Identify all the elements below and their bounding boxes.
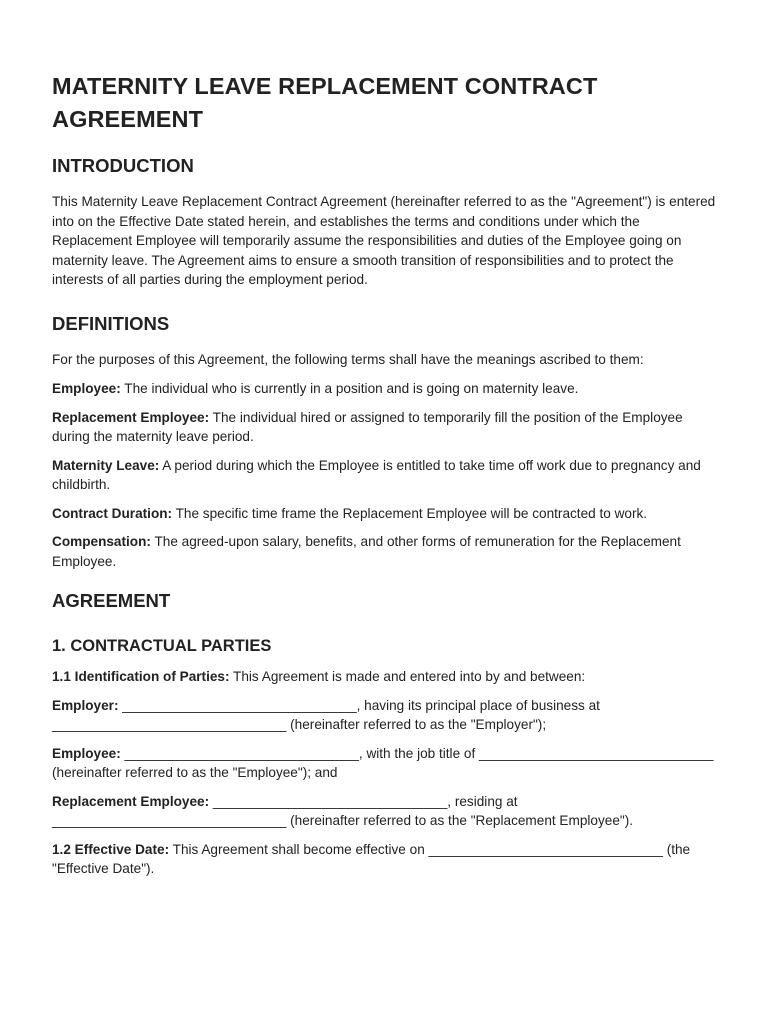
clause-text: This Agreement shall become effective on _______________________________ (the "Effective Date").: [52, 841, 691, 876]
contractual-parties-heading: 1. CONTRACTUAL PARTIES: [52, 637, 272, 655]
clause-text: This Agreement is made and entered into by and between:: [229, 669, 586, 684]
party-employer: [52, 696, 718, 735]
definition-replacement-employee: [52, 408, 718, 447]
definition-contract-duration: [52, 504, 718, 524]
party-label: Employee:: [52, 745, 121, 761]
party-employee: [52, 744, 718, 783]
agreement-heading: AGREEMENT: [52, 590, 171, 611]
party-text: _______________________________, with the job title of _______________________________ (hereinafter referred to as the "Employee"); and: [52, 745, 714, 780]
definition-text: The individual who is currently in a position and is going on maternity leave.: [120, 381, 579, 396]
party-label: Replacement Employee:: [52, 793, 210, 809]
definition-maternity-leave: [52, 456, 718, 495]
party-replacement-employee: [52, 792, 718, 831]
definitions-heading: DEFINITIONS: [52, 312, 170, 334]
party-text: _______________________________, residing at _______________________________ (hereinafter referred to as the "Replacement Employee").: [52, 793, 634, 828]
definition-employee: [52, 379, 718, 399]
definition-term: Employee:: [52, 381, 121, 396]
definition-term: Contract Duration:: [52, 505, 173, 521]
definition-term: Replacement Employee:: [52, 409, 210, 425]
definition-compensation: [52, 532, 718, 571]
definition-text: The agreed-upon salary, benefits, and other forms of remuneration for the Replacement Employee.: [52, 534, 681, 569]
clause-label: 1.2 Effective Date:: [52, 841, 170, 857]
identification-of-parties: [52, 667, 718, 687]
effective-date-clause: [52, 840, 718, 879]
introduction-text: This Maternity Leave Replacement Contract Agreement (hereinafter referred to as the "Agreement") is entered into on the Effective Date stated herein, and establishes the terms and conditions under which the Replacement Employee will temporarily assume the responsibilities and duties of the Employee going on maternity leave. The Agreement aims to ensure a smooth transition of responsibilities and to protect the interests of all parties during the employment period.: [52, 194, 716, 287]
party-text: _______________________________, having its principal place of business at _______________________________ (hereinafter referred to as the "Employer");: [52, 697, 600, 732]
definition-text: The specific time frame the Replacement Employee will be contracted to work.: [172, 505, 648, 521]
definition-text: A period during which the Employee is entitled to take time off work due to pregnancy and childbirth.: [52, 457, 701, 492]
party-label: Employer:: [52, 697, 119, 713]
introduction-heading: INTRODUCTION: [52, 155, 194, 176]
definitions-intro: For the purposes of this Agreement, the following terms shall have the meanings ascribed to them:: [52, 351, 644, 367]
clause-label: 1.1 Identification of Parties:: [52, 669, 230, 684]
document-title: MATERNITY LEAVE REPLACEMENT CONTRACT AGREEMENT: [52, 73, 598, 132]
definition-term: Maternity Leave:: [52, 457, 160, 473]
definition-term: Compensation:: [52, 534, 151, 549]
definition-text: The individual hired or assigned to temporarily fill the position of the Employee during the maternity leave period.: [52, 409, 683, 444]
